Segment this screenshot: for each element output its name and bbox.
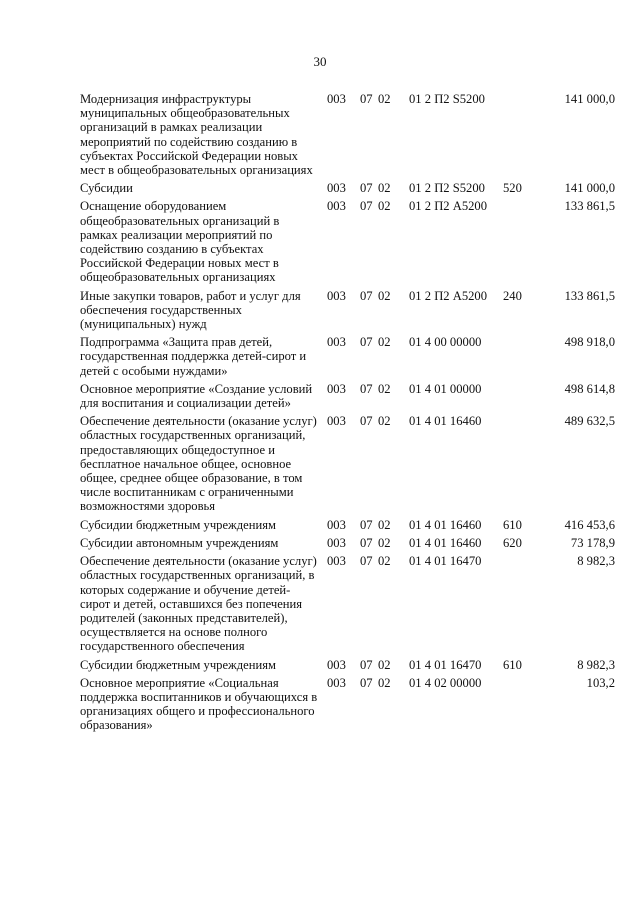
subsection-code: 02 bbox=[378, 517, 391, 532]
target-article-code: 01 2 П2 S5200 bbox=[409, 181, 485, 196]
section-code: 07 bbox=[360, 535, 373, 550]
amount: 141 000,0 bbox=[564, 92, 615, 106]
table-row bbox=[80, 382, 615, 410]
amount: 141 000,0 bbox=[564, 181, 615, 196]
section-code: 07 bbox=[360, 517, 373, 532]
expense-type-code: 620 bbox=[503, 535, 522, 550]
section-code: 07 bbox=[360, 554, 373, 569]
budget-table bbox=[80, 92, 615, 737]
ved-code: 003 bbox=[327, 517, 346, 532]
row-name: Подпрограмма «Защита прав детей, государственная поддержка детей-сирот и детей с особыми нуждами» bbox=[80, 335, 307, 378]
row-name: Оснащение оборудованием общеобразовательных организаций в рамках реализации мероприятий по содействию созданию в субъектах Российской Федерации новых мест в общеобразовательных организациях bbox=[80, 199, 280, 285]
ved-code: 003 bbox=[327, 657, 346, 672]
amount: 498 918,0 bbox=[564, 335, 615, 350]
expense-type-code: 240 bbox=[503, 288, 522, 303]
amount: 73 178,9 bbox=[570, 535, 615, 550]
ved-code: 003 bbox=[327, 181, 346, 196]
subsection-code: 02 bbox=[378, 199, 391, 214]
target-article-code: 01 4 01 00000 bbox=[409, 381, 482, 396]
target-article-code: 01 2 П2 А5200 bbox=[409, 288, 488, 303]
table-row bbox=[80, 289, 615, 332]
table-row bbox=[80, 554, 615, 653]
table-row bbox=[80, 335, 615, 378]
table-row bbox=[80, 199, 615, 284]
target-article-code: 01 4 01 16460 bbox=[409, 414, 482, 429]
amount: 8 982,3 bbox=[577, 554, 615, 569]
row-name: Субсидии бюджетным учреждениям bbox=[80, 517, 276, 532]
target-article-code: 01 4 01 16460 bbox=[409, 535, 482, 550]
amount: 133 861,5 bbox=[564, 199, 615, 214]
ved-code: 003 bbox=[327, 92, 346, 106]
target-article-code: 01 4 01 16470 bbox=[409, 657, 482, 672]
ved-code: 003 bbox=[327, 381, 346, 396]
table-row bbox=[80, 518, 615, 532]
ved-code: 003 bbox=[327, 554, 346, 569]
subsection-code: 02 bbox=[378, 657, 391, 672]
ved-code: 003 bbox=[327, 414, 346, 429]
row-name: Субсидии bbox=[80, 181, 133, 196]
page-number: 30 bbox=[313, 54, 327, 69]
amount: 498 614,8 bbox=[564, 381, 615, 396]
table-row bbox=[80, 536, 615, 550]
target-article-code: 01 4 01 16470 bbox=[409, 554, 482, 569]
ved-code: 003 bbox=[327, 288, 346, 303]
section-code: 07 bbox=[360, 288, 373, 303]
row-name: Обеспечение деятельности (оказание услуг) областных государственных организаций, предоставляющих общедоступное и бесплатное начальное общее, основное общее, среднее общее образование, в том числе воспитанникам с ограниченными возможностями здоровья bbox=[80, 414, 317, 514]
row-name: Модернизация инфраструктуры муниципальных общеобразовательных организаций в рамках реализации мероприятий по содействию созданию в субъектах Российской Федерации новых мест в общеобразовательных организациях bbox=[80, 92, 313, 178]
amount: 103,2 bbox=[586, 675, 615, 690]
row-name: Основное мероприятие «Создание условий для воспитания и социализации детей» bbox=[80, 381, 313, 411]
section-code: 07 bbox=[360, 199, 373, 214]
subsection-code: 02 bbox=[378, 181, 391, 196]
row-name: Субсидии бюджетным учреждениям bbox=[80, 657, 276, 672]
subsection-code: 02 bbox=[378, 381, 391, 396]
ved-code: 003 bbox=[327, 199, 346, 214]
ved-code: 003 bbox=[327, 535, 346, 550]
subsection-code: 02 bbox=[378, 288, 391, 303]
expense-type-code: 520 bbox=[503, 181, 522, 196]
subsection-code: 02 bbox=[378, 335, 391, 350]
section-code: 07 bbox=[360, 181, 373, 196]
table-row bbox=[80, 676, 615, 733]
row-name: Основное мероприятие «Социальная поддержка воспитанников и обучающихся в организациях общего и профессионального образования» bbox=[80, 675, 318, 733]
section-code: 07 bbox=[360, 657, 373, 672]
subsection-code: 02 bbox=[378, 414, 391, 429]
subsection-code: 02 bbox=[378, 92, 391, 106]
subsection-code: 02 bbox=[378, 535, 391, 550]
ved-code: 003 bbox=[327, 675, 346, 690]
ved-code: 003 bbox=[327, 335, 346, 350]
row-name: Обеспечение деятельности (оказание услуг) областных государственных организаций, в которых содержание и обучение детей-сирот и детей, оставшихся без попечения родителей (законных представителей), осуществляется на основе полного государственного обеспечения bbox=[80, 554, 317, 654]
target-article-code: 01 2 П2 А5200 bbox=[409, 199, 488, 214]
target-article-code: 01 4 00 00000 bbox=[409, 335, 482, 350]
amount: 489 632,5 bbox=[564, 414, 615, 429]
amount: 8 982,3 bbox=[577, 657, 615, 672]
section-code: 07 bbox=[360, 335, 373, 350]
amount: 133 861,5 bbox=[564, 288, 615, 303]
target-article-code: 01 4 02 00000 bbox=[409, 675, 482, 690]
section-code: 07 bbox=[360, 92, 373, 106]
row-name: Иные закупки товаров, работ и услуг для обеспечения государственных (муниципальных) нужд bbox=[80, 288, 301, 332]
subsection-code: 02 bbox=[378, 554, 391, 569]
table-row bbox=[80, 414, 615, 513]
table-row bbox=[80, 181, 615, 195]
section-code: 07 bbox=[360, 414, 373, 429]
subsection-code: 02 bbox=[378, 675, 391, 690]
target-article-code: 01 4 01 16460 bbox=[409, 517, 482, 532]
expense-type-code: 610 bbox=[503, 517, 522, 532]
amount: 416 453,6 bbox=[564, 517, 615, 532]
table-row bbox=[80, 92, 615, 177]
table-row bbox=[80, 658, 615, 672]
target-article-code: 01 2 П2 S5200 bbox=[409, 92, 485, 106]
section-code: 07 bbox=[360, 675, 373, 690]
expense-type-code: 610 bbox=[503, 657, 522, 672]
row-name: Субсидии автономным учреждениям bbox=[80, 535, 279, 550]
section-code: 07 bbox=[360, 381, 373, 396]
